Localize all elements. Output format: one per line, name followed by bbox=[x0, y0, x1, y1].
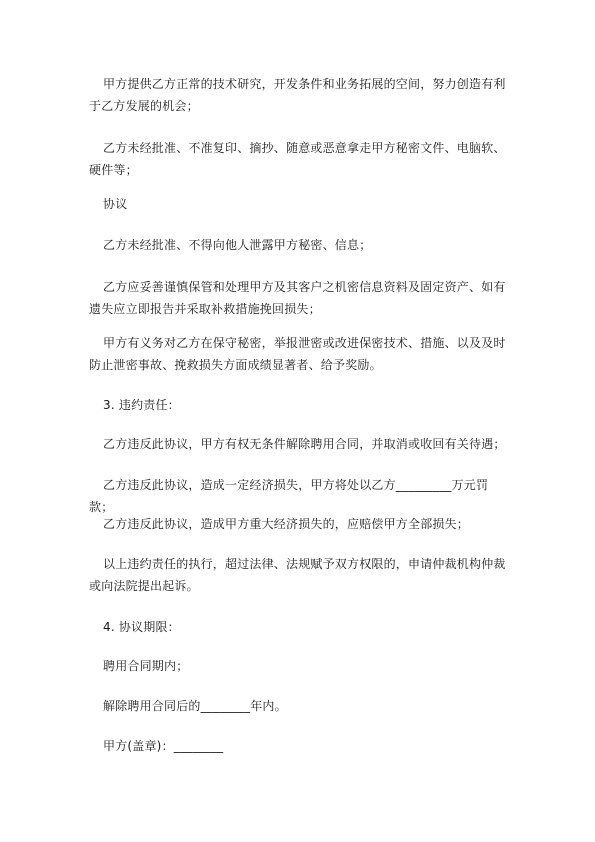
paragraph-1: 甲方提供乙方正常的技术研究，开发条件和业务拓展的空间，努力创造有利于乙方发展的机会； bbox=[89, 77, 506, 113]
paragraph-10: 乙方违反此协议，造成甲方重大经济损失的，应赔偿甲方全部损失； bbox=[103, 517, 470, 531]
paragraph-9: 乙方违反此协议，造成一定经济损失，甲方将处以乙方_________万元罚款； bbox=[89, 478, 489, 514]
party-a-signature-line: 甲方(盖章)：________ bbox=[103, 739, 224, 753]
paragraph-6: 甲方有义务对乙方在保守秘密，举报泄密或改进保密技术、措施、以及及时防止泄密事故、挽救损失方面成绩显著者、给予奖励。 bbox=[89, 336, 506, 372]
paragraph-2: 乙方未经批准、不准复印、摘抄、随意或恶意拿走甲方秘密文件、电脑软、硬件等； bbox=[89, 141, 506, 177]
paragraph-11: 以上违约责任的执行，超过法律、法规赋予双方权限的，申请仲裁机构仲裁或向法院提出起诉。 bbox=[89, 557, 506, 593]
paragraph-4: 乙方未经批准、不得向他人泄露甲方秘密、信息； bbox=[103, 238, 372, 252]
section-3-heading: 3. 违约责任： bbox=[103, 398, 180, 412]
paragraph-8: 乙方违反此协议，甲方有权无条件解除聘用合同，并取消或收回有关待遇； bbox=[103, 437, 506, 451]
paragraph-13: 聘用合同期内； bbox=[103, 659, 189, 673]
paragraph-14: 解除聘用合同后的________年内。 bbox=[103, 699, 287, 713]
section-4-heading: 4. 协议期限： bbox=[103, 620, 180, 634]
paragraph-3-heading: 协议 bbox=[103, 197, 128, 211]
paragraph-5: 乙方应妥善谨慎保管和处理甲方及其客户之机密信息资料及固定资产、如有遗失应立即报告并采取补救措施挽回损失； bbox=[89, 280, 506, 316]
